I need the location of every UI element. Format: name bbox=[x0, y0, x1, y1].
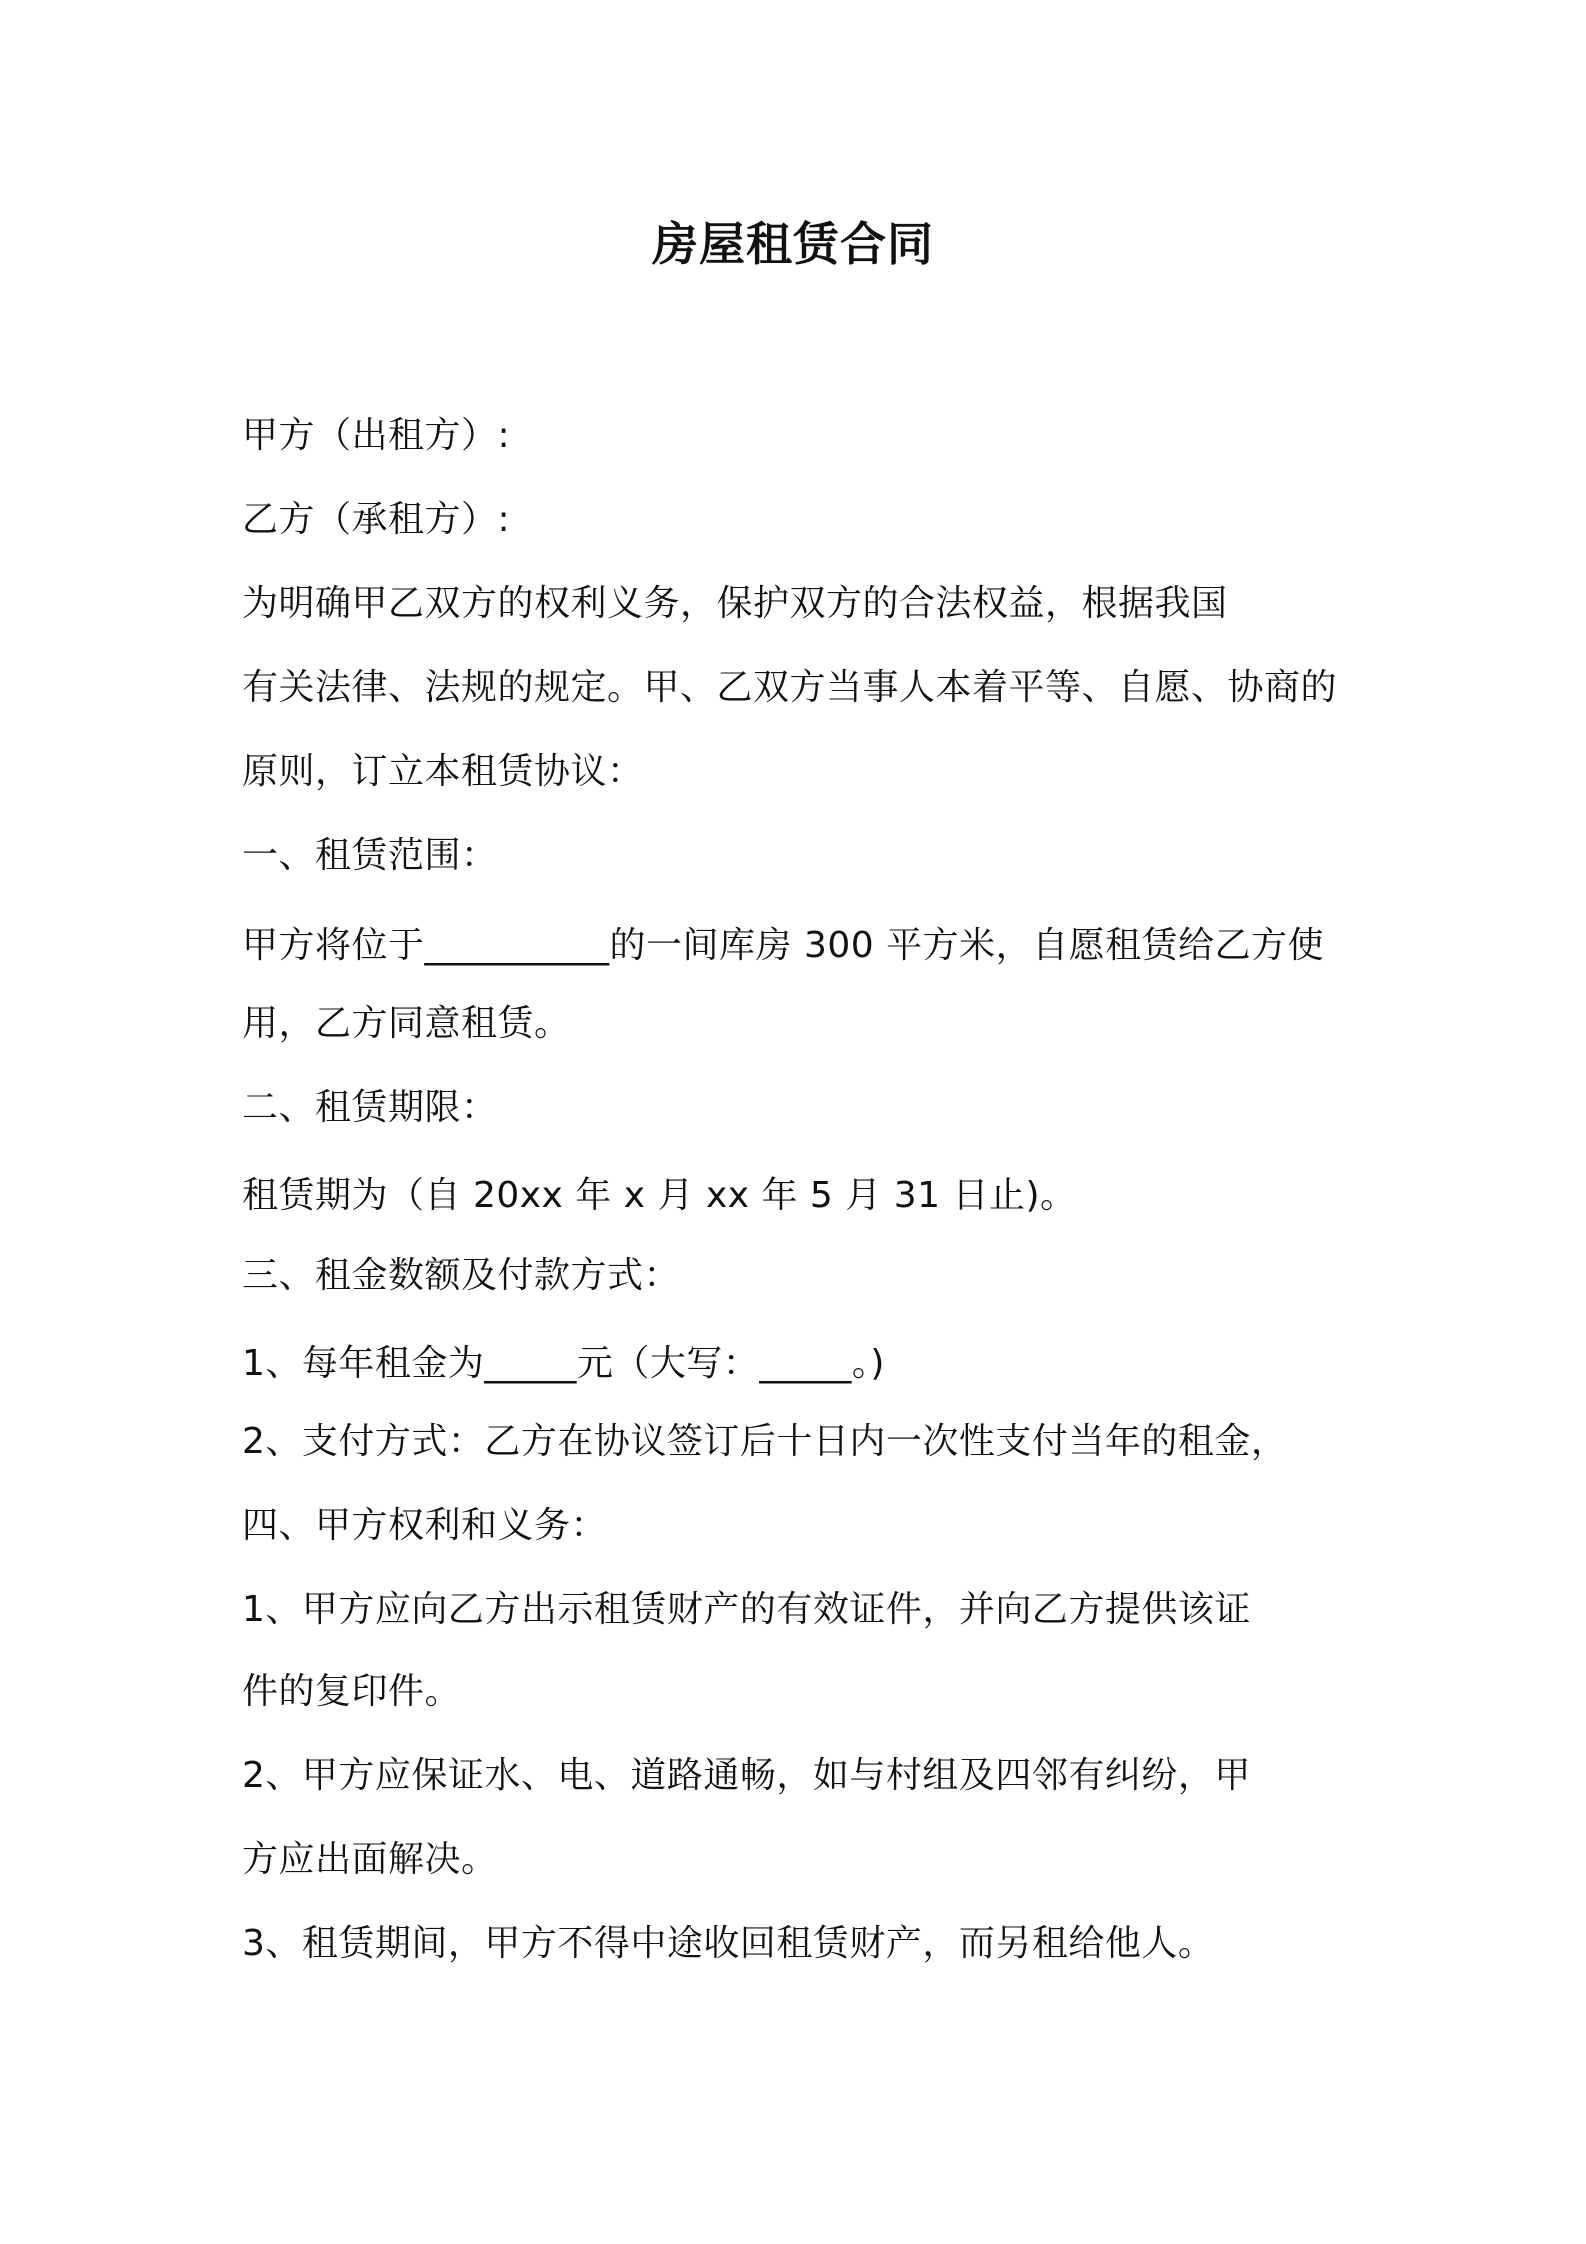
duty-2-line-1: 2、甲方应保证水、电、道路通畅，如与村组及四邻有纠纷，甲 bbox=[242, 1755, 1251, 1796]
duty-1-line-1: 1、甲方应向乙方出示租赁财产的有效证件，并向乙方提供该证 bbox=[242, 1589, 1251, 1630]
preamble-line-2: 有关法律、法规的规定。甲、乙双方当事人本着平等、自愿、协商的 bbox=[242, 667, 1338, 708]
section-heading-scope: 一、租赁范围： bbox=[242, 835, 498, 876]
duty-2-line-2: 方应出面解决。 bbox=[242, 1839, 498, 1880]
preamble-line-3: 原则，订立本租赁协议： bbox=[242, 751, 644, 792]
duty-1-line-2: 件的复印件。 bbox=[242, 1671, 462, 1712]
section-heading-rent: 三、租金数额及付款方式： bbox=[242, 1255, 681, 1296]
party-b-line: 乙方（承租方）: bbox=[242, 499, 511, 540]
document-title: 房屋租赁合同 bbox=[652, 217, 934, 271]
rent-line-2: 2、支付方式：乙方在协议签订后十日内一次性支付当年的租金， bbox=[242, 1421, 1288, 1462]
duty-3-line: 3、租赁期间，甲方不得中途收回租赁财产，而另租给他人。 bbox=[242, 1923, 1215, 1964]
rent-line-1: 1、每年租金为_____元（大写：_____。) bbox=[242, 1343, 885, 1384]
term-line: 租赁期为（自 20xx 年 x 月 xx 年 5 月 31 日止)。 bbox=[242, 1175, 1077, 1216]
section-heading-term: 二、租赁期限： bbox=[242, 1087, 498, 1128]
preamble-line-1: 为明确甲乙双方的权利义务，保护双方的合法权益，根据我国 bbox=[242, 583, 1228, 624]
section-heading-party-a-duties: 四、甲方权利和义务： bbox=[242, 1505, 608, 1546]
scope-line-2: 用，乙方同意租赁。 bbox=[242, 1003, 571, 1044]
scope-line-1: 甲方将位于__________的一间库房 300 平方米，自愿租赁给乙方使 bbox=[242, 925, 1325, 966]
party-a-line: 甲方（出租方）: bbox=[242, 415, 511, 456]
